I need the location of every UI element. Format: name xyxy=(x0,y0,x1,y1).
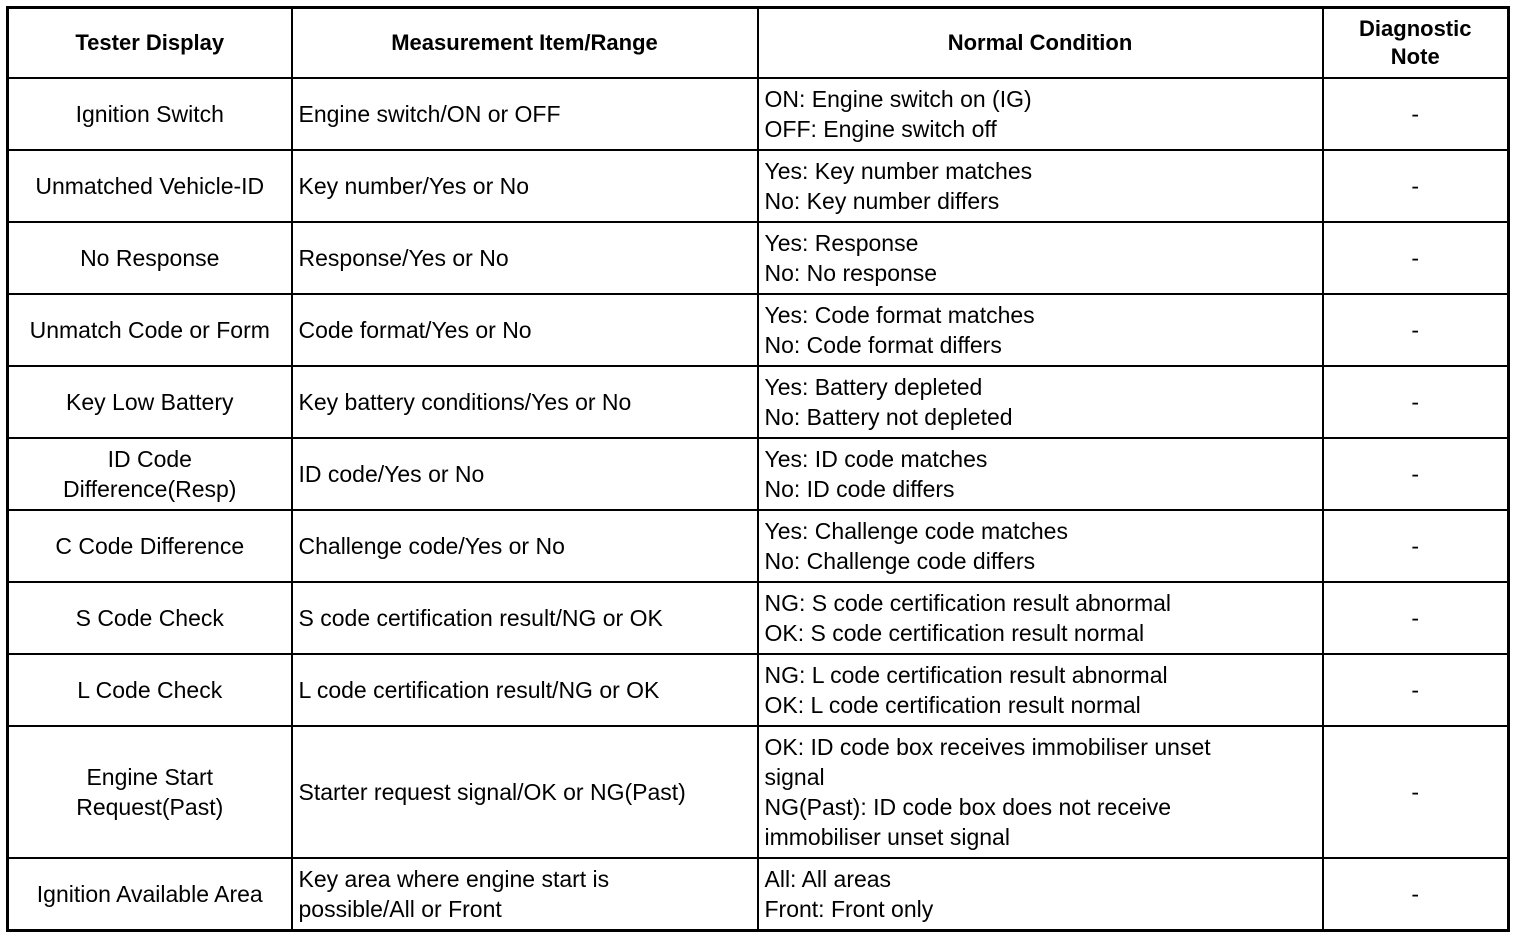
cell-normal-condition xyxy=(758,582,1323,654)
cell-diagnostic-note: - xyxy=(1323,222,1509,294)
header-row xyxy=(8,8,1509,79)
cell-normal-condition-line: immobiliser unset signal xyxy=(764,824,1010,850)
cell-tester-display-line: Request(Past) xyxy=(76,794,224,820)
cell-tester-display-line: Engine Start xyxy=(86,764,214,790)
header-diagnostic-note xyxy=(1323,8,1509,79)
cell-diagnostic-note: - xyxy=(1323,294,1509,366)
cell-measurement-item xyxy=(292,222,758,294)
cell-normal-condition-line: Yes: ID code matches xyxy=(764,446,988,472)
cell-measurement-item xyxy=(292,294,758,366)
cell-normal-condition xyxy=(758,654,1323,726)
cell-tester-display-line: L Code Check xyxy=(77,677,223,703)
cell-measurement-item xyxy=(292,654,758,726)
table-row xyxy=(8,582,1509,654)
cell-tester-display-line: Ignition Available Area xyxy=(36,880,263,907)
cell-normal-condition-line: Yes: Challenge code matches xyxy=(764,518,1068,544)
cell-measurement-item-line: Key battery conditions/Yes or No xyxy=(298,389,632,415)
cell-tester-display-line: No Response xyxy=(80,245,220,271)
cell-measurement-item xyxy=(292,438,758,510)
cell-tester-display-line: Key Low Battery xyxy=(66,389,234,415)
cell-diagnostic-note: - xyxy=(1323,366,1509,438)
cell-normal-condition-line: ON: Engine switch on (IG) xyxy=(764,86,1032,112)
cell-measurement-item xyxy=(292,510,758,582)
cell-tester-display xyxy=(8,366,292,438)
table-row xyxy=(8,78,1509,150)
table-row xyxy=(8,858,1509,930)
cell-tester-display-line: C Code Difference xyxy=(55,533,245,559)
table-row xyxy=(8,294,1509,366)
cell-diagnostic-note: - xyxy=(1323,438,1509,510)
cell-normal-condition-line: No: No response xyxy=(764,260,938,286)
cell-measurement-item-line: Key area where engine start is xyxy=(298,865,610,892)
table-row xyxy=(8,654,1509,726)
cell-tester-display-line: Difference(Resp) xyxy=(63,476,237,502)
cell-normal-condition-line: NG: S code certification result abnormal xyxy=(764,590,1172,616)
cell-normal-condition-line: Yes: Key number matches xyxy=(764,158,1033,184)
cell-normal-condition xyxy=(758,78,1323,150)
table-row xyxy=(8,366,1509,438)
cell-normal-condition-line: Yes: Code format matches xyxy=(764,302,1035,328)
table-row xyxy=(8,510,1509,582)
cell-diagnostic-note: - xyxy=(1323,654,1509,726)
cell-tester-display xyxy=(8,294,292,366)
table-body xyxy=(8,78,1509,930)
cell-tester-display xyxy=(8,78,292,150)
cell-tester-display xyxy=(8,510,292,582)
cell-measurement-item-line: Challenge code/Yes or No xyxy=(298,533,565,559)
cell-normal-condition-line: NG(Past): ID code box does not receive xyxy=(764,794,1172,820)
cell-tester-display xyxy=(8,150,292,222)
table-row xyxy=(8,222,1509,294)
cell-normal-condition-line: All: All areas xyxy=(764,865,892,892)
header-measurement-item-range: Measurement Item/Range xyxy=(292,8,758,79)
cell-normal-condition-line: No: Challenge code differs xyxy=(764,548,1036,574)
cell-normal-condition-line: No: Code format differs xyxy=(764,332,1002,358)
cell-measurement-item xyxy=(292,150,758,222)
cell-measurement-item-line: ID code/Yes or No xyxy=(298,461,485,487)
cell-measurement-item-line: Starter request signal/OK or NG(Past) xyxy=(298,779,686,805)
cell-measurement-item xyxy=(292,858,758,930)
cell-tester-display xyxy=(8,654,292,726)
cell-diagnostic-note: - xyxy=(1323,726,1509,858)
cell-measurement-item-line: Response/Yes or No xyxy=(298,245,509,271)
cell-measurement-item xyxy=(292,726,758,858)
cell-tester-display-line: ID Code xyxy=(107,446,192,472)
header-diagnostic-note-line-1: Diagnostic xyxy=(1359,16,1472,41)
cell-normal-condition-line: signal xyxy=(764,764,825,790)
cell-diagnostic-note: - xyxy=(1323,582,1509,654)
cell-diagnostic-note: - xyxy=(1323,858,1509,930)
cell-normal-condition xyxy=(758,858,1323,930)
cell-measurement-item xyxy=(292,78,758,150)
cell-normal-condition-line: OK: L code certification result normal xyxy=(764,692,1141,718)
cell-tester-display xyxy=(8,582,292,654)
header-diagnostic-note-line-2: Note xyxy=(1390,44,1440,69)
cell-tester-display-line: Ignition Switch xyxy=(75,101,224,127)
table-row xyxy=(8,438,1509,510)
cell-normal-condition xyxy=(758,726,1323,858)
cell-diagnostic-note: - xyxy=(1323,150,1509,222)
cell-measurement-item-line: Key number/Yes or No xyxy=(298,173,530,199)
cell-normal-condition-line: No: Key number differs xyxy=(764,188,1000,214)
cell-tester-display xyxy=(8,222,292,294)
cell-tester-display xyxy=(8,726,292,858)
cell-normal-condition xyxy=(758,294,1323,366)
cell-measurement-item xyxy=(292,366,758,438)
cell-tester-display xyxy=(8,438,292,510)
cell-normal-condition-line: OFF: Engine switch off xyxy=(764,116,997,142)
cell-diagnostic-note: - xyxy=(1323,510,1509,582)
cell-tester-display-line: S Code Check xyxy=(75,605,224,631)
cell-tester-display-line: Unmatched Vehicle-ID xyxy=(35,173,265,199)
cell-tester-display-line: Unmatch Code or Form xyxy=(29,317,270,343)
cell-normal-condition-line: Front: Front only xyxy=(764,895,934,922)
diagnostic-data-table xyxy=(6,6,1510,932)
cell-measurement-item-line: L code certification result/NG or OK xyxy=(298,677,660,703)
cell-measurement-item-line: possible/All or Front xyxy=(298,895,502,922)
cell-normal-condition-line: NG: L code certification result abnormal xyxy=(764,662,1168,688)
cell-normal-condition-line: No: ID code differs xyxy=(764,476,955,502)
cell-normal-condition xyxy=(758,510,1323,582)
cell-normal-condition xyxy=(758,438,1323,510)
cell-normal-condition-line: OK: ID code box receives immobiliser unset xyxy=(764,734,1211,760)
cell-normal-condition xyxy=(758,222,1323,294)
table-row xyxy=(8,150,1509,222)
table-row xyxy=(8,726,1509,858)
cell-normal-condition xyxy=(758,150,1323,222)
cell-measurement-item-line: Code format/Yes or No xyxy=(298,317,532,343)
header-tester-display: Tester Display xyxy=(8,8,292,79)
table-header xyxy=(8,8,1509,79)
cell-normal-condition xyxy=(758,366,1323,438)
header-normal-condition: Normal Condition xyxy=(758,8,1323,79)
cell-normal-condition-line: Yes: Battery depleted xyxy=(764,374,983,400)
cell-diagnostic-note: - xyxy=(1323,78,1509,150)
cell-measurement-item xyxy=(292,582,758,654)
cell-measurement-item-line: Engine switch/ON or OFF xyxy=(298,101,561,127)
cell-normal-condition-line: OK: S code certification result normal xyxy=(764,620,1145,646)
cell-normal-condition-line: Yes: Response xyxy=(764,230,919,256)
cell-normal-condition-line: No: Battery not depleted xyxy=(764,404,1013,430)
cell-tester-display xyxy=(8,858,292,930)
cell-measurement-item-line: S code certification result/NG or OK xyxy=(298,605,663,631)
